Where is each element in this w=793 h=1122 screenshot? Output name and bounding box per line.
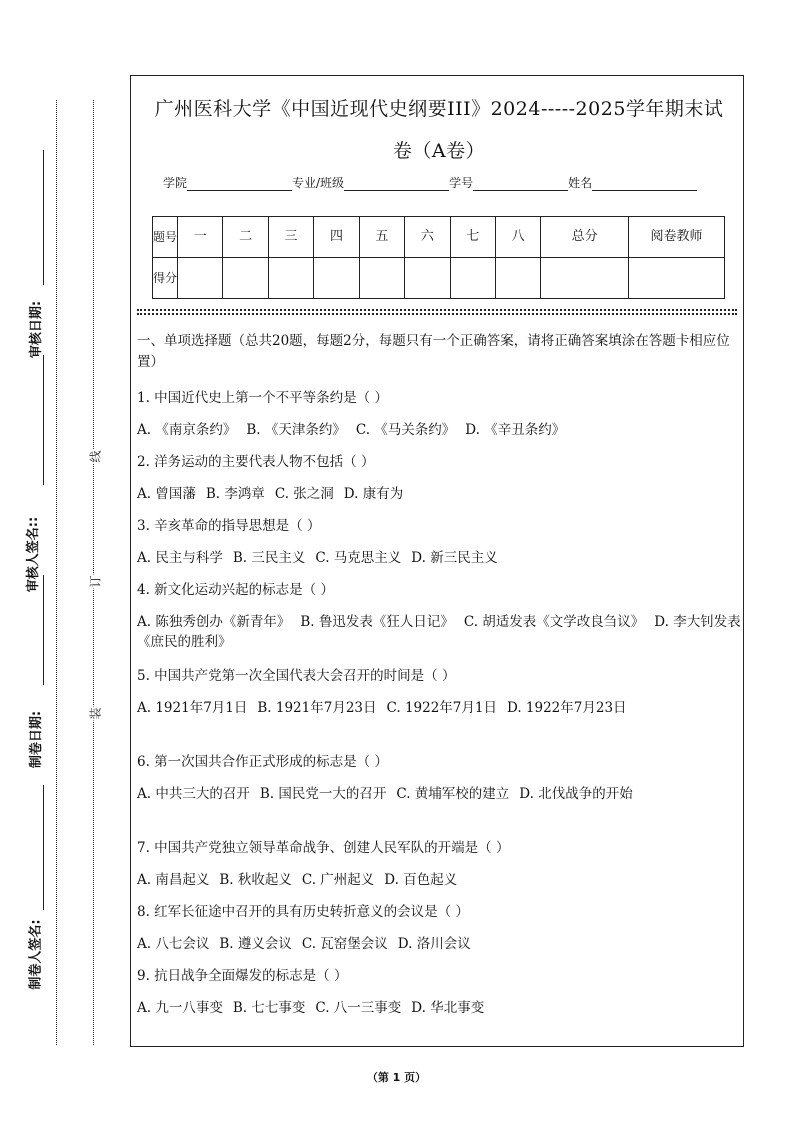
compiler-signature-label: 制卷人签名: xyxy=(28,919,44,990)
option-d: D. 《辛丑条约》 xyxy=(465,422,566,438)
option-b: B. 七七事变 xyxy=(232,1000,306,1016)
option-b: B. 李鸿章 xyxy=(205,486,265,502)
exam-title-line1: 广州医科大学《中国近现代史纲要III》2024-----2025学年期末试 xyxy=(154,98,724,120)
option-a: A. 南昌起义 xyxy=(137,872,210,888)
score-cell[interactable] xyxy=(405,258,450,299)
option-b: B. 1921年7月23日 xyxy=(257,700,377,716)
score-col-3: 三 xyxy=(268,217,313,258)
score-col-1: 一 xyxy=(178,217,223,258)
option-a: A. 陈独秀创办《新青年》 xyxy=(137,614,291,630)
score-cell-grader[interactable] xyxy=(629,258,725,299)
score-cell[interactable] xyxy=(359,258,404,299)
score-col-5: 五 xyxy=(359,217,404,258)
question-4: 4. 新文化运动兴起的标志是（ ） xyxy=(137,582,334,598)
college-field[interactable] xyxy=(187,177,292,191)
score-cell[interactable] xyxy=(495,258,540,299)
question-4-options xyxy=(137,609,741,663)
compile-date-blank[interactable] xyxy=(43,575,44,685)
major-class-field[interactable] xyxy=(344,177,449,191)
question-8: 8. 红军长征途中召开的具有历史转折意义的会议是（ ） xyxy=(137,904,469,920)
option-d: D. 百色起义 xyxy=(384,872,458,888)
option-c: C. 1922年7月1日 xyxy=(386,700,497,716)
binding-mark-bind: 装 xyxy=(88,707,103,720)
binding-dotted-line-outer xyxy=(56,100,57,1045)
option-d: D. 洛川会议 xyxy=(397,936,471,952)
option-a: A. 曾国藩 xyxy=(137,486,196,502)
score-table-score-row xyxy=(153,258,725,299)
option-c: C. 张之洞 xyxy=(274,486,334,502)
option-d: D. 北伐战争的开始 xyxy=(519,786,633,802)
option-a: A. 1921年7月1日 xyxy=(137,700,248,716)
section-heading: 一、单项选择题（总共20题，每题2分，每题只有一个正确答案，请将正确答案填涂在答题卡相应位置） xyxy=(137,333,730,370)
option-a: A. 九一八事变 xyxy=(137,1000,223,1016)
option-b: B. 国民党一大的召开 xyxy=(259,786,387,802)
option-c: C. 瓦窑堡会议 xyxy=(301,936,388,952)
student-id-label: 学号 xyxy=(449,176,474,190)
question-9-options xyxy=(137,995,741,1027)
college-label: 学院 xyxy=(163,176,188,190)
question-5-options xyxy=(137,695,741,749)
page-number: （第 1 页） xyxy=(366,1071,427,1084)
major-class-label: 专业/班级 xyxy=(292,176,345,190)
score-cell[interactable] xyxy=(178,258,223,299)
score-col-8: 八 xyxy=(495,217,540,258)
compiler-signature-blank[interactable] xyxy=(43,785,44,910)
score-col-grader: 阅卷教师 xyxy=(629,217,725,258)
option-d: D. 华北事变 xyxy=(411,1000,485,1016)
option-c: C. 广州起义 xyxy=(301,872,375,888)
review-date-blank[interactable] xyxy=(43,150,44,285)
option-a: A. 中共三大的召开 xyxy=(137,786,250,802)
score-col-6: 六 xyxy=(405,217,450,258)
option-b: B. 《天津条约》 xyxy=(246,422,346,438)
binding-dotted-line-inner xyxy=(93,100,94,1045)
score-row-header: 得分 xyxy=(153,258,178,299)
question-8-options xyxy=(137,931,741,963)
question-3: 3. 辛亥革命的指导思想是（ ） xyxy=(137,518,321,534)
score-col-7: 七 xyxy=(450,217,495,258)
name-label: 姓名 xyxy=(568,176,593,190)
question-number-header: 题号 xyxy=(153,217,178,258)
option-b: B. 三民主义 xyxy=(232,550,306,566)
option-d: D. 1922年7月23日 xyxy=(506,700,627,716)
option-c: C. 马克思主义 xyxy=(315,550,402,566)
name-field[interactable] xyxy=(592,177,697,191)
score-cell[interactable] xyxy=(268,258,313,299)
option-b: B. 鲁迅发表《狂人日记》 xyxy=(300,614,454,630)
question-2: 2. 洋务运动的主要代表人物不包括（ ） xyxy=(137,454,375,470)
dotted-separator xyxy=(137,309,737,315)
score-col-4: 四 xyxy=(314,217,359,258)
score-table-header-row xyxy=(153,217,725,258)
question-9: 9. 抗日战争全面爆发的标志是（ ） xyxy=(137,968,348,984)
student-id-field[interactable] xyxy=(473,177,568,191)
exam-frame xyxy=(130,75,744,1047)
option-a: A. 八七会议 xyxy=(137,936,210,952)
option-a: A. 民主与科学 xyxy=(137,550,223,566)
option-d: D. 康有为 xyxy=(343,486,404,502)
score-cell-total[interactable] xyxy=(541,258,629,299)
question-2-options xyxy=(137,481,741,513)
option-c: C. 胡适发表《文学改良刍议》 xyxy=(463,614,645,630)
score-col-2: 二 xyxy=(223,217,268,258)
score-table xyxy=(152,216,725,299)
question-1: 1. 中国近代史上第一个不平等条约是（ ） xyxy=(137,390,388,406)
exam-title xyxy=(139,88,739,172)
reviewer-signature-label: 审核人签名:: xyxy=(26,516,42,593)
question-7: 7. 中国共产党独立领导革命战争、创建人民军队的开端是（ ） xyxy=(137,840,510,856)
question-6: 6. 第一次国共合作正式形成的标志是（ ） xyxy=(137,754,388,770)
question-1-options xyxy=(137,417,741,449)
option-d: D. 李大钊发表《庶民的胜利》 xyxy=(137,614,741,650)
reviewer-signature-blank[interactable] xyxy=(43,355,44,485)
option-c: C. 八一三事变 xyxy=(315,1000,402,1016)
score-cell[interactable] xyxy=(314,258,359,299)
binding-margin xyxy=(0,0,125,1122)
option-d: D. 新三民主义 xyxy=(411,550,498,566)
option-b: B. 遵义会议 xyxy=(219,936,292,952)
option-a: A. 《南京条约》 xyxy=(137,422,237,438)
score-cell[interactable] xyxy=(450,258,495,299)
question-3-options xyxy=(137,545,741,577)
exam-title-line2: 卷（A卷） xyxy=(392,140,486,162)
binding-mark-staple: 订 xyxy=(88,575,103,588)
question-6-options xyxy=(137,781,741,835)
option-c: C. 《马关条约》 xyxy=(355,422,456,438)
student-info-row xyxy=(163,174,723,191)
question-5: 5. 中国共产党第一次全国代表大会召开的时间是（ ） xyxy=(137,668,456,684)
option-c: C. 黄埔军校的建立 xyxy=(396,786,510,802)
score-cell[interactable] xyxy=(223,258,268,299)
option-b: B. 秋收起义 xyxy=(219,872,292,888)
compile-date-label: 制卷日期: xyxy=(29,710,45,769)
score-col-total: 总分 xyxy=(541,217,629,258)
binding-mark-line: 线 xyxy=(88,450,103,463)
question-list xyxy=(137,385,741,1027)
question-7-options xyxy=(137,867,741,899)
review-date-label: 审核日期: xyxy=(29,300,45,359)
